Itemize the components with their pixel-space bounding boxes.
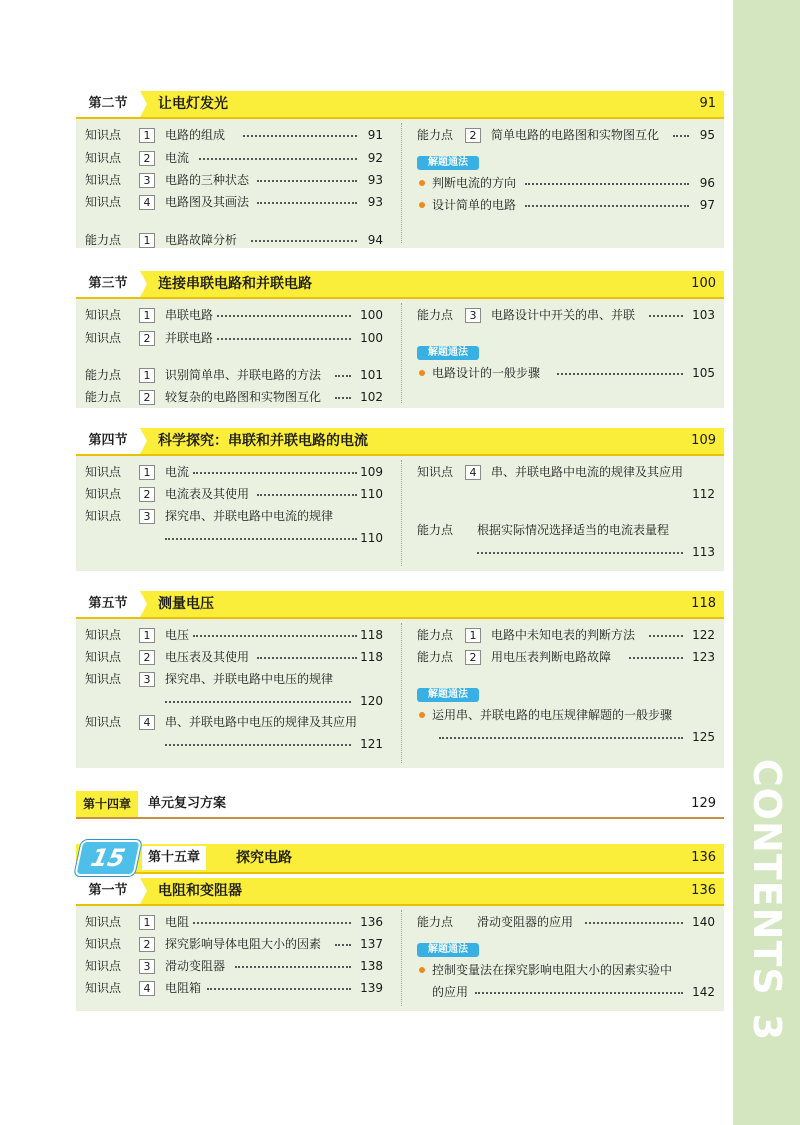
chapter-tag: 第十五章 xyxy=(142,846,206,870)
item-number: 2 xyxy=(139,937,155,952)
toc-entry[interactable]: 能力点 2 较复杂的电路图和实物图互化 102 xyxy=(85,387,383,407)
method-badge: 解题通法 xyxy=(417,688,479,702)
leader-dots xyxy=(193,621,357,637)
toc-entry[interactable]: 知识点 4 串、并联电路中电压的规律及其应用 121 xyxy=(85,712,383,754)
item-number: 3 xyxy=(139,509,155,524)
entry-page: 142 xyxy=(692,985,715,999)
entry-title: 串、并联电路中电流的规律及其应用 xyxy=(491,465,684,479)
leader-dots xyxy=(207,974,351,990)
toc-entry[interactable]: 知识点 1 电压 118 xyxy=(85,625,383,645)
entry-page: 123 xyxy=(692,650,715,664)
item-number: 1 xyxy=(139,308,155,323)
item-number: 3 xyxy=(465,308,481,323)
leader-dots xyxy=(649,621,683,637)
leader-dots xyxy=(629,643,683,659)
entry-page: 93 xyxy=(367,173,383,187)
entry-page: 113 xyxy=(692,545,715,559)
entry-title: 电路故障分析 xyxy=(165,233,238,247)
entry-title: 电阻 xyxy=(165,915,190,929)
method-entry[interactable] xyxy=(417,195,715,215)
entry-title: 电路图及其画法 xyxy=(165,195,250,209)
section-body xyxy=(76,456,724,571)
method-badge: 解题通法 xyxy=(417,156,479,170)
bullet-icon xyxy=(419,967,425,973)
toc-entry[interactable]: 知识点 3 电路的三种状态 93 xyxy=(85,170,383,190)
entry-title: 用电压表判断电路故障 xyxy=(491,650,612,664)
side-contents-label xyxy=(745,759,789,1041)
toc-entry[interactable]: 能力点 1 电路故障分析 94 xyxy=(85,230,383,250)
entry-title: 电流 xyxy=(165,151,190,165)
leader-dots xyxy=(257,166,357,182)
item-number: 1 xyxy=(139,628,155,643)
toc-entry[interactable]: 能力点 2 简单电路的电路图和实物图互化 95 xyxy=(417,125,715,145)
section-header xyxy=(76,428,724,456)
entry-title: 电路的三种状态 xyxy=(165,173,250,187)
entry-title: 电路设计中开关的串、并联 xyxy=(491,308,636,322)
entry-page: 95 xyxy=(699,128,715,142)
item-number: 2 xyxy=(139,331,155,346)
page-number: 3 xyxy=(745,1013,789,1042)
entry-page: 110 xyxy=(360,487,383,501)
leader-dots xyxy=(193,458,357,474)
entry-title: 电路的组成 xyxy=(165,128,226,142)
entry-page: 120 xyxy=(360,694,383,708)
section-15-1 xyxy=(76,878,724,1011)
section-3 xyxy=(76,271,724,408)
leader-dots xyxy=(217,324,351,340)
section-body xyxy=(76,619,724,768)
item-number: 2 xyxy=(465,650,481,665)
leader-dots xyxy=(439,723,683,739)
section-page: 100 xyxy=(691,276,716,291)
entry-page: 94 xyxy=(367,233,383,247)
item-number: 2 xyxy=(465,128,481,143)
section-header xyxy=(76,91,724,119)
bullet-icon xyxy=(419,180,425,186)
bullet-icon xyxy=(419,202,425,208)
entry-title: 电路设计的一般步骤 xyxy=(432,366,541,380)
leader-dots xyxy=(525,169,689,185)
section-2 xyxy=(76,91,724,248)
entry-page: 91 xyxy=(367,128,383,142)
method-entry[interactable] xyxy=(417,960,715,1002)
section-page: 91 xyxy=(699,96,716,111)
toc-entry[interactable]: 知识点 4 电路图及其画法 93 xyxy=(85,192,383,212)
section-body xyxy=(76,119,724,248)
toc-entry[interactable]: 能力点 3 电路设计中开关的串、并联 103 xyxy=(417,305,715,325)
method-entry[interactable] xyxy=(417,363,715,383)
entry-page: 118 xyxy=(360,650,383,664)
leader-dots xyxy=(673,121,689,137)
toc-entry[interactable]: 知识点 1 电路的组成 91 xyxy=(85,125,383,145)
section-title: 连接串联电路和并联电路 xyxy=(158,276,312,292)
column-divider xyxy=(401,460,402,566)
section-header xyxy=(76,878,724,906)
leader-dots xyxy=(649,301,683,317)
item-number: 3 xyxy=(139,672,155,687)
entry-page: 125 xyxy=(692,730,715,744)
entry-title: 电压表及其使用 xyxy=(165,650,250,664)
entry-title: 并联电路 xyxy=(165,331,214,345)
leader-dots xyxy=(217,301,351,317)
item-number: 3 xyxy=(139,173,155,188)
leader-dots xyxy=(335,361,351,377)
section-page: 109 xyxy=(691,433,716,448)
entry-page: 122 xyxy=(692,628,715,642)
leader-dots xyxy=(193,908,351,924)
entry-title: 电流表及其使用 xyxy=(165,487,250,501)
entry-title: 运用串、并联电路的电压规律解题的一般步骤 xyxy=(432,708,673,722)
entry-page: 101 xyxy=(360,368,383,382)
method-badge: 解题通法 xyxy=(417,346,479,360)
method-entry[interactable] xyxy=(417,705,715,747)
entry-title: 简单电路的电路图和实物图互化 xyxy=(491,128,660,142)
entry-page: 100 xyxy=(360,308,383,322)
leader-dots xyxy=(257,188,357,204)
item-number: 3 xyxy=(139,959,155,974)
entry-page: 102 xyxy=(360,390,383,404)
toc-entry[interactable]: 知识点 2 并联电路 100 xyxy=(85,328,383,348)
toc-entry[interactable]: 知识点 2 电流表及其使用 110 xyxy=(85,484,383,504)
entry-page: 137 xyxy=(360,937,383,951)
entry-page: 93 xyxy=(367,195,383,209)
leader-dots xyxy=(477,538,683,554)
toc-entry[interactable]: 能力点 滑动变阻器的应用 140 xyxy=(417,912,715,932)
leader-dots xyxy=(235,952,351,968)
section-body xyxy=(76,299,724,408)
toc-entry[interactable]: 知识点 4 电阻箱 139 xyxy=(85,978,383,998)
leader-dots xyxy=(335,930,351,946)
item-number: 2 xyxy=(139,487,155,502)
entry-page: 105 xyxy=(692,366,715,380)
entry-title: 电路中未知电表的判断方法 xyxy=(491,628,636,642)
entry-title: 电压 xyxy=(165,628,190,642)
section-page: 136 xyxy=(691,883,716,898)
item-number: 4 xyxy=(139,981,155,996)
toc-entry[interactable]: 能力点 1 识别简单串、并联电路的方法 101 xyxy=(85,365,383,385)
section-tag: 第一节 xyxy=(76,878,140,904)
entry-title: 滑动变阻器的应用 xyxy=(477,915,574,929)
bullet-icon xyxy=(419,712,425,718)
section-tag: 第三节 xyxy=(76,271,140,297)
item-number: 2 xyxy=(139,650,155,665)
entry-title: 识别简单串、并联电路的方法 xyxy=(165,368,322,382)
entry-title: 探究串、并联电路中电压的规律 xyxy=(165,672,334,686)
item-number: 1 xyxy=(465,628,481,643)
entry-page: 110 xyxy=(360,531,383,545)
item-number: 2 xyxy=(139,390,155,405)
method-badge: 解题通法 xyxy=(417,943,479,957)
toc-entry[interactable]: 知识点 1 电流 109 xyxy=(85,462,383,482)
entry-page: 138 xyxy=(360,959,383,973)
entry-title: 探究影响导体电阻大小的因素 xyxy=(165,937,322,951)
contents-text: CONTENTS xyxy=(745,758,789,996)
section-title: 科学探究：串联和并联电路的电流 xyxy=(158,433,368,449)
leader-dots xyxy=(251,226,357,242)
entry-title: 探究串、并联电路中电流的规律 xyxy=(165,509,334,523)
item-number: 2 xyxy=(139,151,155,166)
leader-dots xyxy=(335,383,351,399)
entry-page: 121 xyxy=(360,737,383,751)
entry-page: 100 xyxy=(360,331,383,345)
toc-entry[interactable]: 知识点 2 电压表及其使用 118 xyxy=(85,647,383,667)
toc-entry[interactable]: 能力点 1 电路中未知电表的判断方法 122 xyxy=(417,625,715,645)
entry-page: 103 xyxy=(692,308,715,322)
section-4 xyxy=(76,428,724,571)
chapter-review-row[interactable] xyxy=(76,791,724,819)
entry-page: 96 xyxy=(699,176,715,190)
column-divider xyxy=(401,303,402,403)
item-number: 1 xyxy=(139,915,155,930)
toc-entry[interactable]: 知识点 3 探究串、并联电路中电流的规律 110 xyxy=(85,506,383,548)
section-body xyxy=(76,906,724,1011)
toc-entry[interactable]: 能力点 2 用电压表判断电路故障 123 xyxy=(417,647,715,667)
leader-dots xyxy=(199,144,357,160)
item-number: 1 xyxy=(139,233,155,248)
leader-dots xyxy=(243,121,357,137)
chapter-number-badge: 15 xyxy=(74,840,142,876)
chapter-tag: 第十四章 xyxy=(76,791,138,817)
toc-entry[interactable]: 知识点 3 滑动变阻器 138 xyxy=(85,956,383,976)
item-number: 4 xyxy=(139,195,155,210)
section-tag: 第四节 xyxy=(76,428,140,454)
section-tag: 第五节 xyxy=(76,591,140,617)
section-title: 电阻和变阻器 xyxy=(158,883,242,899)
review-page: 129 xyxy=(691,796,716,811)
leader-dots xyxy=(585,908,683,924)
column-divider xyxy=(401,123,402,243)
section-title: 让电灯发光 xyxy=(158,96,228,112)
entry-title: 滑动变阻器 xyxy=(165,959,226,973)
leader-dots xyxy=(525,191,689,207)
toc-entry[interactable]: 知识点 2 电流 92 xyxy=(85,148,383,168)
entry-title-continued: 的应用 xyxy=(432,985,469,999)
leader-dots xyxy=(257,480,357,496)
entry-title: 串联电路 xyxy=(165,308,214,322)
leader-dots xyxy=(557,359,683,375)
entry-page: 140 xyxy=(692,915,715,929)
chapter-page: 136 xyxy=(691,850,716,865)
section-header xyxy=(76,591,724,619)
toc-entry[interactable]: 知识点 1 电阻 136 xyxy=(85,912,383,932)
entry-title: 控制变量法在探究影响电阻大小的因素实验中 xyxy=(432,963,673,977)
entry-page: 112 xyxy=(692,487,715,501)
chapter-title: 探究电路 xyxy=(236,850,292,866)
section-5 xyxy=(76,591,724,768)
toc-entry[interactable]: 知识点 3 探究串、并联电路中电压的规律 120 xyxy=(85,669,383,711)
section-header xyxy=(76,271,724,299)
leader-dots xyxy=(257,643,357,659)
entry-page: 136 xyxy=(360,915,383,929)
entry-page: 92 xyxy=(367,151,383,165)
entry-title: 电阻箱 xyxy=(165,981,202,995)
entry-title: 根据实际情况选择适当的电流表量程 xyxy=(477,523,670,537)
leader-dots xyxy=(475,978,683,994)
section-tag: 第二节 xyxy=(76,91,140,117)
chapter-header[interactable] xyxy=(76,844,724,874)
item-number: 4 xyxy=(139,715,155,730)
section-page: 118 xyxy=(691,596,716,611)
item-number: 1 xyxy=(139,465,155,480)
column-divider xyxy=(401,623,402,763)
toc-entry[interactable]: 能力点 根据实际情况选择适当的电流表量程 113 xyxy=(417,520,715,562)
column-divider xyxy=(401,910,402,1006)
toc-entry[interactable]: 知识点 4 串、并联电路中电流的规律及其应用 112 xyxy=(417,462,715,504)
entry-page: 109 xyxy=(360,465,383,479)
leader-dots xyxy=(165,687,351,703)
entry-title: 判断电流的方向 xyxy=(432,176,517,190)
item-number: 1 xyxy=(139,368,155,383)
item-number: 4 xyxy=(465,465,481,480)
entry-title: 设计简单的电路 xyxy=(432,198,517,212)
entry-page: 97 xyxy=(699,198,715,212)
item-number: 1 xyxy=(139,128,155,143)
toc-entry[interactable]: 知识点 2 探究影响导体电阻大小的因素 137 xyxy=(85,934,383,954)
entry-title: 较复杂的电路图和实物图互化 xyxy=(165,390,322,404)
toc-entry[interactable]: 知识点 1 串联电路 100 xyxy=(85,305,383,325)
entry-page: 118 xyxy=(360,628,383,642)
entry-title: 电流 xyxy=(165,465,190,479)
review-title: 单元复习方案 xyxy=(148,796,227,811)
method-entry[interactable] xyxy=(417,173,715,193)
entry-page: 139 xyxy=(360,981,383,995)
entry-title: 串、并联电路中电压的规律及其应用 xyxy=(165,715,358,729)
leader-dots xyxy=(165,524,357,540)
leader-dots xyxy=(165,730,351,746)
bullet-icon xyxy=(419,370,425,376)
section-title: 测量电压 xyxy=(158,596,214,612)
